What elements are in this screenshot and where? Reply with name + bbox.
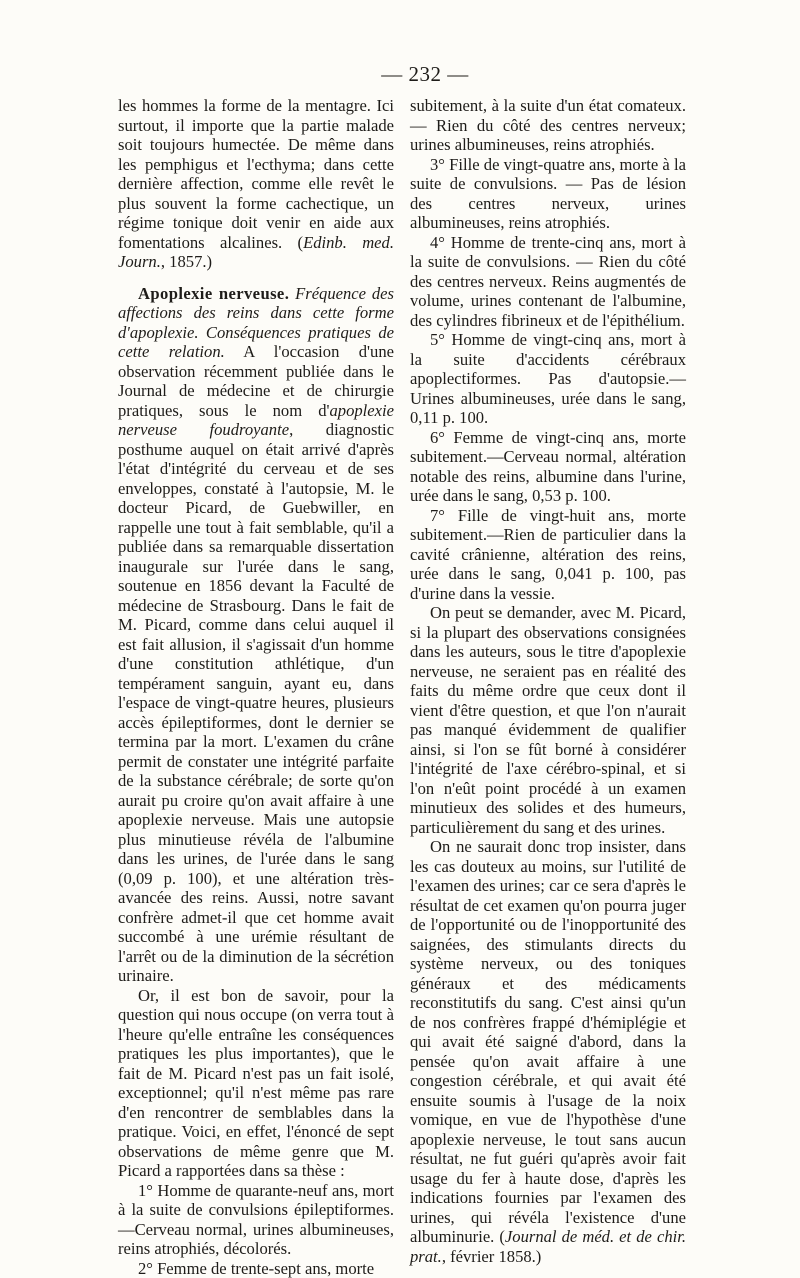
paragraph: subitement, à la suite d'un état comateux. — Rien du côté des centres nerveux; urines albumineuses, reins atrophiés. [410,96,686,155]
observation-item: 5° Homme de vingt-cinq ans, mort à la suite d'accidents cérébraux apoplectiformes. Pas d'autopsie.— Urines albumineuses, urée dans le sang, 0,11 p. 100. [410,330,686,428]
observation-item: 2° Femme de trente-sept ans, morte [118,1259,394,1278]
observation-item: 1° Homme de quarante-neuf ans, mort à la suite de convulsions épileptiformes.—Cerveau normal, urines albumineuses, reins atrophiés, décolorés. [118,1181,394,1259]
citation: Journal de méd. et de chir. prat. [410,1227,686,1266]
citation: Edinb. med. Journ. [118,233,394,272]
paragraph: On ne saurait donc trop insister, dans les cas douteux au moins, sur l'utilité de l'examen des urines; car ce sera d'après le résultat de cet examen qu'on pourra juger de l'opportunité ou de l'inopportunité des saignées, des stimulants directs du système nerveux, ou des toniques généraux et des médicaments reconstitutifs du sang. C'est ainsi qu'un de nos confrères frappé d'hémiplégie et qui avait été saigné d'abord, dans la pensée qu'on avait affaire à une congestion cérébrale, et qui avait été ensuite soumis à l'usage de la noix vomique, en vue de l'hypothèse d'une apoplexie nerveuse, le tout sans aucun résultat, ne fut guéri qu'après avoir fait usage du fer à haute dose, d'après les indications fournies par l'examen des urines, qui révéla l'existence d'une albuminurie. (Journal de méd. et de chir. prat., février 1858.) [410,837,686,1266]
paragraph: On peut se demander, avec M. Picard, si la plupart des observations consignées dans les auteurs, sous le titre d'apoplexie nerveuse, ne seraient pas en réalité des faits du même ordre que ceux dont il vient d'être question, et que l'on n'aurait pas manqué évidemment de qualifier ainsi, si l'on se fût borné à considérer l'intégrité de l'axe cérébro-spinal, et si l'on n'eût point procédé à un examen minutieux des solides et des humeurs, particulièrement du sang et des urines. [410,603,686,837]
observation-item: 4° Homme de trente-cinq ans, mort à la suite de convulsions. — Rien du côté des centres nerveux. Reins augmentés de volume, urines contenant de l'albumine, des cylindres fibrineux et de l'épithélium. [410,233,686,331]
section-subtitle: Fréquence des affections des reins dans cette forme d'apoplexie. Conséquences pratiques de cette relation. [118,284,394,362]
section-paragraph: Apoplexie nerveuse. Fréquence des affections des reins dans cette forme d'apoplexie. Conséquences pratiques de cette relation. A l'occasion d'une observation récemment publiée dans le Journal de médecine et de chirurgie pratiques, sous le nom d'apoplexie nerveuse foudroyante, diagnostic posthume auquel on était arrivé d'après l'état d'intégrité du cerveau et de ses enveloppes, constaté à l'autopsie, M. le docteur Picard, de Guebwiller, en rappelle une tout à fait semblable, qu'il a publiée dans sa remarquable dissertation inaugurale sur l'urée dans le sang, soutenue en 1856 devant la Faculté de médecine de Strasbourg. Dans le fait de M. Picard, comme dans celui auquel il est fait allusion, il s'agissait d'un homme d'une constitution athlétique, d'un tempérament sanguin, ayant eu, dans l'espace de vingt-quatre heures, plusieurs accès épileptiformes, dont le dernier se termina par la mort. L'examen du crâne permit de constater une intégrité parfaite de la substance cérébrale; de sorte qu'on aurait pu croire qu'on avait affaire à une apoplexie nerveuse. Mais une autopsie plus minutieuse révéla de l'albumine dans les urines, de l'urée dans le sang (0,09 p. 100), et une altération très-avancée des reins. Aussi, notre savant confrère admet-il que cet homme avait succombé à une urémie résultant de l'arrêt ou de la diminution de la sécrétion urinaire. [118,284,394,986]
right-column [410,96,686,1266]
paragraph: Or, il est bon de savoir, pour la question qui nous occupe (on verra tout à l'heure qu'elle entraîne les conséquences pratiques les plus importantes), que le fait de M. Picard n'est pas un fait isolé, exceptionnel; qu'il n'est même pas rare d'en rencontrer de semblables dans la pratique. Voici, en effet, l'énoncé de sept observations de même genre que M. Picard a rapportées dans sa thèse : [118,986,394,1181]
section-title: Apoplexie nerveuse. [138,284,289,303]
observation-item: 6° Femme de vingt-cinq ans, morte subitement.—Cerveau normal, altération notable des reins, albumine dans l'urine, urée dans le sang, 0,53 p. 100. [410,428,686,506]
left-column [118,96,394,1278]
observation-item: 7° Fille de vingt-huit ans, morte subitement.—Rien de particulier dans la cavité crânienne, altération des reins, urée dans le sang, 0,041 p. 100, pas d'urine dans la vessie. [410,506,686,604]
page-number: — 232 — [0,62,800,87]
paragraph: les hommes la forme de la mentagre. Ici surtout, il importe que la partie malade soit toujours humectée. De même dans les pemphigus et l'ecthyma; dans cette dernière affection, comme elle revêt le plus souvent la forme cachectique, un régime tonique doit venir en aide aux fomentations alcalines. (Edinb. med. Journ., 1857.) [118,96,394,272]
term: apoplexie nerveuse foudroyante [118,401,394,440]
observation-item: 3° Fille de vingt-quatre ans, morte à la suite de convulsions. — Pas de lésion des centres nerveux, urines albumineuses, reins atrophiés. [410,155,686,233]
